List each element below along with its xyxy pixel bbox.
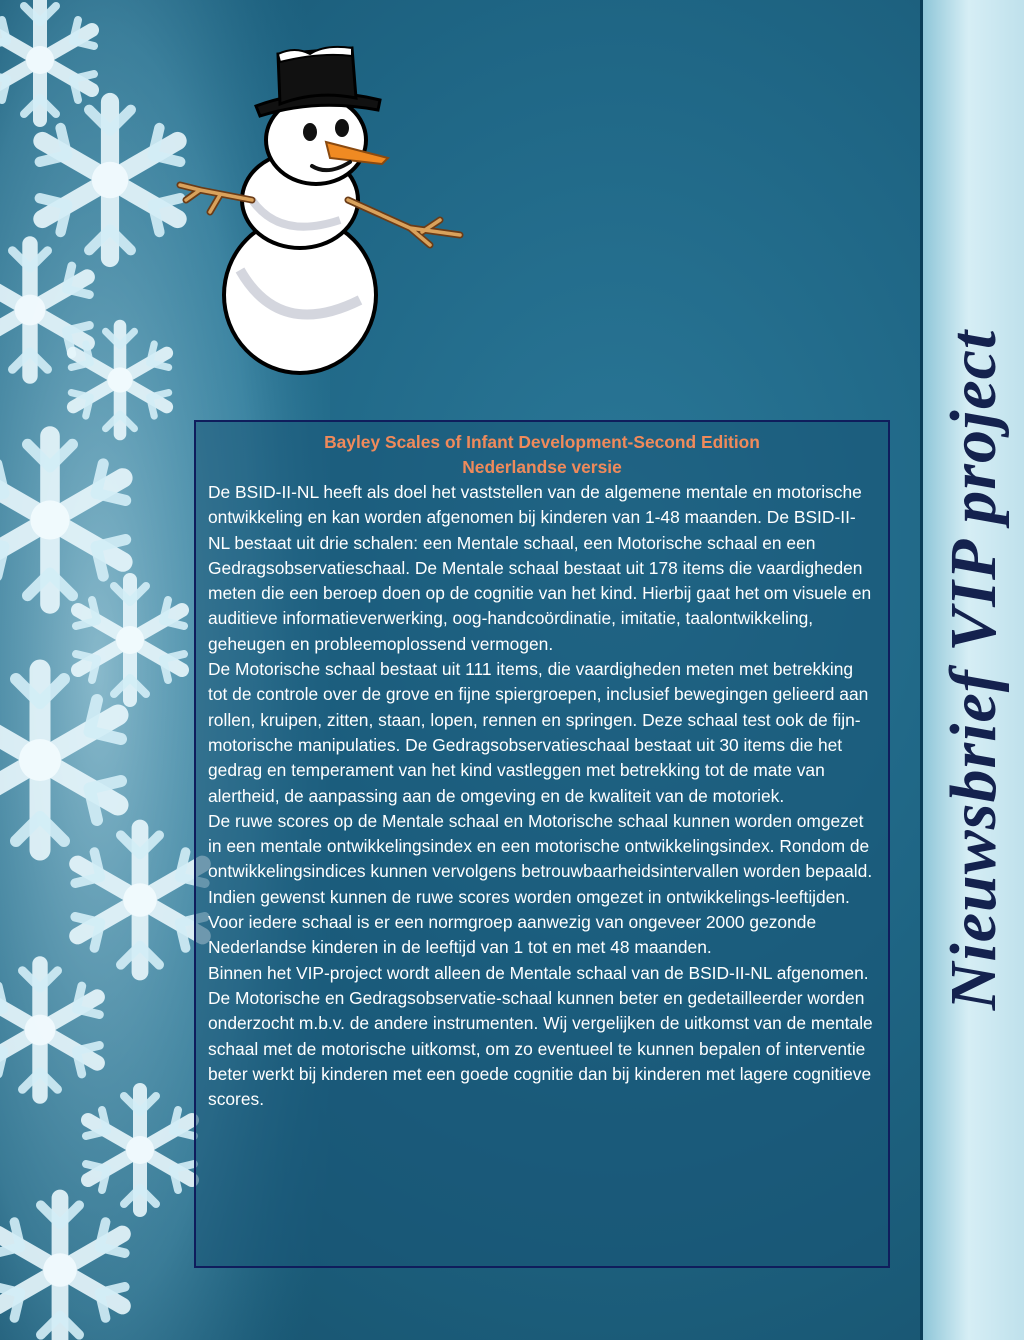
article-paragraph: De ruwe scores op de Mentale schaal en Motorische schaal kunnen worden omgezet in een mentale ontwikkelingsindex en een motorische ontwikkelingsindex. Rondom de ontwikkelingsindices kunnen vervolgens betrouwbaarheidsintervallen worden bepaald. Indien gewenst kunnen de ruwe scores worden omgezet in ontwikkelings-leeftijden. Voor iedere schaal is er een normgroep aanwezig van ongeveer 2000 gezonde Nederlandse kinderen in de leeftijd van 1 tot en met 48 maanden.	[208, 810, 873, 958]
article-subtitle: Nederlandse versie	[462, 457, 622, 477]
article-paragraph: Binnen het VIP-project wordt alleen de Mentale schaal van de BSID-II-NL afgenomen. De Motorische en Gedragsobservatie-schaal kunnen beter en gedetailleerder worden onderzocht m.b.v. de andere instrumenten. Wij vergelijken de uitkomst van de mentale schaal met de motorische uitkomst, om zo eventueel te kunnen bepalen of interventie beter werkt bij kinderen met een goede cognitie dan bij kinderen met lagere cognitieve scores.	[208, 962, 873, 1110]
newsletter-title: Nieuwsbrief VIP project	[936, 329, 1010, 1011]
snowman-icon	[160, 40, 480, 380]
article-title: Bayley Scales of Infant Development-Second Edition	[324, 432, 760, 452]
newsletter-banner	[920, 0, 1024, 1340]
article-box	[194, 420, 890, 1268]
article-paragraph: De BSID-II-NL heeft als doel het vaststellen van de algemene mentale en motorische ontwikkeling en kan worden afgenomen bij kinderen van 1-48 maanden. De BSID-II-NL bestaat uit drie schalen: een Mentale schaal, een Motorische schaal en een Gedragsobservatieschaal. De Mentale schaal bestaat uit 178 items die vaardigheden meten die een beroep doen op de cognitie van het kind. Hierbij gaat het om visuele en auditieve informatieverwerking, oog-handcoördinatie, imitatie, taalontwikkeling, geheugen en probleemoplossend vermogen.	[208, 482, 872, 654]
article-paragraph: De Motorische schaal bestaat uit 111 items, die vaardigheden meten met betrekking tot de controle over de grove en fijne spiergroepen, inclusief bewegingen gelieerd aan rollen, kruipen, zitten, staan, lopen, rennen en springen. Deze schaal test ook de fijn-motorische manipulaties. De Gedragsobservatieschaal bestaat uit 30 items die het gedrag en temperament van het kind vastleggen met betrekking tot de mate van alertheid, de aanpassing aan de omgeving en de kwaliteit van de motoriek.	[208, 659, 869, 806]
